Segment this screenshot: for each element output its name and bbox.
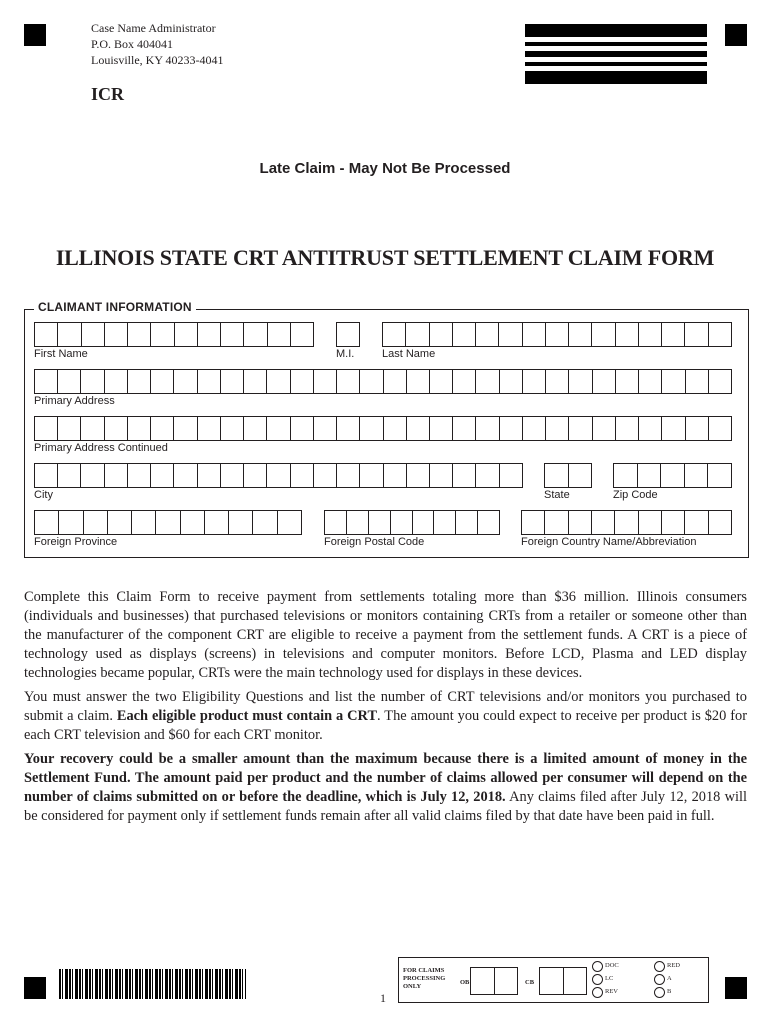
ob-label: OB	[460, 979, 470, 986]
postal-barcode	[525, 24, 707, 89]
eligibility-paragraph	[24, 688, 747, 745]
primary-address-continued-field[interactable]	[34, 416, 732, 441]
foreign-province-field[interactable]	[34, 510, 302, 535]
b-circle[interactable]	[654, 987, 665, 998]
last-name-label: Last Name	[382, 348, 436, 360]
claims-processing-box	[398, 957, 709, 1003]
office-use-line: FOR CLAIMS	[403, 967, 445, 974]
a-circle[interactable]	[654, 974, 665, 985]
foreign-province-label: Foreign Province	[34, 536, 118, 548]
red-circle[interactable]	[654, 961, 665, 972]
office-use-line: PROCESSING	[403, 975, 446, 982]
address-line: Louisville, KY 40233-4041	[91, 53, 224, 67]
form-code: ICR	[91, 84, 125, 104]
zip-code-field[interactable]	[613, 463, 732, 488]
foreign-country-field[interactable]	[521, 510, 732, 535]
last-name-field[interactable]	[382, 322, 732, 347]
zip-code-label: Zip Code	[613, 489, 658, 501]
claimant-information-legend: CLAIMANT INFORMATION	[34, 300, 196, 314]
late-claims-text: Any claims filed after July 12, 2018 will be considered for payment only if settlement funds remain after all valid claims filed by that date have been paid in full.	[24, 789, 747, 824]
middle-initial-field[interactable]	[336, 322, 360, 347]
primary-address-continued-label: Primary Address Continued	[34, 442, 168, 454]
cb-box[interactable]	[539, 967, 587, 995]
eligibility-emphasis: Each eligible product must contain a CRT	[116, 708, 378, 724]
lc-circle[interactable]	[592, 974, 603, 985]
eligibility-text: You must answer the two Eligibility Questions and list the number of CRT televisions and/or monitors you purchased to submit a claim.	[24, 689, 747, 724]
recovery-paragraph	[24, 750, 747, 826]
late-claim-notice: Late Claim - May Not Be Processed	[259, 160, 511, 177]
city-label: City	[34, 489, 53, 501]
ob-box[interactable]	[470, 967, 518, 995]
rev-label: REV	[605, 988, 618, 995]
form-title: ILLINOIS STATE CRT ANTITRUST SETTLEMENT CLAIM FORM	[55, 245, 715, 270]
primary-address-field[interactable]	[34, 369, 732, 394]
cb-label: CB	[525, 979, 535, 986]
return-address	[91, 20, 224, 68]
eligibility-amounts: . The amount you could expect to receive per product is $20 for each CRT television and $60 for each CRT monitor.	[24, 708, 747, 743]
b-label: B	[667, 988, 672, 995]
foreign-postal-code-field[interactable]	[324, 510, 500, 535]
city-field[interactable]	[34, 463, 523, 488]
rev-circle[interactable]	[592, 987, 603, 998]
office-use-label	[403, 967, 445, 991]
address-line: Case Name Administrator	[91, 21, 216, 35]
lc-label: LC	[605, 975, 614, 982]
first-name-field[interactable]	[34, 322, 314, 347]
state-label: State	[544, 489, 570, 501]
page-number: 1	[380, 991, 386, 1005]
first-name-label: First Name	[34, 348, 88, 360]
registration-mark-top-right	[725, 24, 747, 46]
recovery-emphasis: Your recovery could be a smaller amount than the maximum because there is a limited amount of money in the Settlement Fund. The amount paid per product and the number of claims allowed per consumer will depend on the number of claims submitted on or before the deadline, which is July 12, 2018.	[24, 751, 747, 805]
bottom-barcode	[59, 969, 246, 999]
primary-address-label: Primary Address	[34, 395, 115, 407]
middle-initial-label: M.I.	[336, 348, 355, 360]
registration-mark-bottom-left	[24, 977, 46, 999]
registration-mark-bottom-right	[725, 977, 747, 999]
red-label: RED	[667, 962, 680, 969]
address-line: P.O. Box 404041	[91, 37, 174, 51]
a-label: A	[667, 975, 672, 982]
registration-mark-top-left	[24, 24, 46, 46]
office-use-line: ONLY	[403, 983, 422, 990]
foreign-country-label: Foreign Country Name/Abbreviation	[521, 536, 697, 548]
doc-label: DOC	[605, 962, 619, 969]
intro-paragraph: Complete this Claim Form to receive payment from settlements totaling more than $36 million. Illinois consumers (individuals and businesses) that purchased televisions or monitors containing CRTs from a retailer or someone other than the manufacturer of the component CRT are eligible to receive a payment from the settlement funds. A CRT is a piece of technology used as displays (screens) in televisions and computer monitors. Before LCD, Plasma and LED display technologies became popular, CRTs were the main technology used for displays in these devices.	[24, 589, 747, 681]
doc-circle[interactable]	[592, 961, 603, 972]
state-field[interactable]	[544, 463, 592, 488]
foreign-postal-code-label: Foreign Postal Code	[324, 536, 425, 548]
